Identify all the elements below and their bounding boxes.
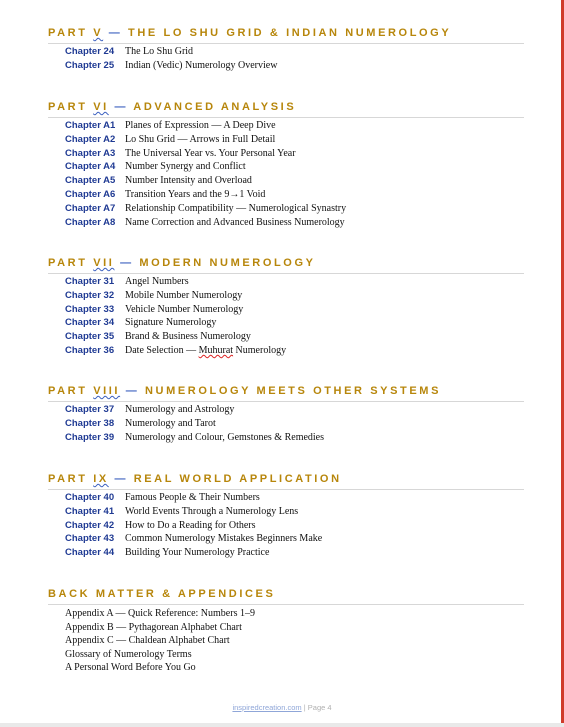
toc-entry[interactable]: Chapter A8 Name Correction and Advanced Business Numerology: [65, 216, 345, 228]
back-matter: [48, 587, 524, 675]
page-number: Page 4: [307, 703, 332, 712]
part-heading: PART VIII — NUMEROLOGY MEETS OTHER SYSTEMS: [48, 385, 442, 397]
toc-part: [48, 26, 524, 73]
divider: [48, 117, 524, 118]
divider: [48, 604, 524, 605]
toc-entry[interactable]: Chapter A7 Relationship Compatibility — Numerological Synastry: [65, 202, 347, 214]
toc-entry[interactable]: Chapter 40 Famous People & Their Numbers: [65, 492, 260, 503]
page-border-bottom: [0, 723, 564, 727]
part-heading: PART VII — MODERN NUMEROLOGY: [48, 257, 316, 269]
divider: [48, 43, 524, 44]
toc-entry[interactable]: Chapter A3 The Universal Year vs. Your Personal Year: [65, 147, 296, 159]
footer-link[interactable]: inspiredcreation.com: [232, 703, 302, 712]
toc-entry[interactable]: Chapter A1 Planes of Expression — A Deep Dive: [65, 120, 276, 131]
toc-entry[interactable]: Chapter 44 Building Your Numerology Practice: [65, 547, 270, 559]
toc-entry[interactable]: Chapter 43 Common Numerology Mistakes Beginners Make: [65, 533, 323, 545]
toc-entry[interactable]: Chapter 37 Numerology and Astrology: [65, 404, 235, 415]
appendix-item[interactable]: Appendix B — Pythagorean Alphabet Chart: [65, 621, 242, 633]
spellcheck-word: Muhurat: [198, 344, 234, 356]
toc-part: [48, 472, 524, 560]
toc-entry[interactable]: Chapter 41 World Events Through a Numerology Lens: [65, 505, 299, 517]
divider: [48, 489, 524, 490]
toc-entry[interactable]: Chapter 32 Mobile Number Numerology: [65, 289, 243, 301]
toc-entry[interactable]: Chapter A5 Number Intensity and Overload: [65, 175, 252, 187]
toc-part: [48, 100, 524, 229]
part-heading: PART VI — ADVANCED ANALYSIS: [48, 101, 297, 113]
divider: [48, 401, 524, 402]
divider: [48, 273, 524, 274]
appendix-item[interactable]: A Personal Word Before You Go: [65, 662, 196, 673]
toc-entry[interactable]: Chapter 33 Vehicle Number Numerology: [65, 303, 244, 315]
footer-separator: |: [303, 703, 306, 712]
toc-entry[interactable]: Chapter 34 Signature Numerology: [65, 317, 217, 329]
toc-part: [48, 256, 524, 358]
toc-entry[interactable]: Chapter A2 Lo Shu Grid — Arrows in Full Detail: [65, 133, 276, 145]
toc-entry[interactable]: Chapter 25 Indian (Vedic) Numerology Overview: [65, 59, 278, 71]
toc-entry[interactable]: Chapter A4 Number Synergy and Conflict: [65, 161, 246, 173]
toc-part: [48, 384, 524, 444]
part-heading: PART IX — REAL WORLD APPLICATION: [48, 473, 342, 485]
toc-entry[interactable]: Chapter 36 Date Selection — Muhurat Numerology: [65, 344, 287, 356]
appendix-item[interactable]: Appendix A — Quick Reference: Numbers 1–9: [65, 608, 255, 619]
toc-entry[interactable]: Chapter 42 How to Do a Reading for Others: [65, 519, 256, 531]
part-heading: PART V — THE LO SHU GRID & INDIAN NUMEROLOGY: [48, 27, 452, 39]
toc-entry[interactable]: Chapter 38 Numerology and Tarot: [65, 417, 216, 429]
toc-entry[interactable]: Chapter 24 The Lo Shu Grid: [65, 46, 194, 57]
toc-entry[interactable]: Chapter 39 Numerology and Colour, Gemstones & Remedies: [65, 431, 325, 443]
page-footer: [0, 703, 564, 712]
toc-entry[interactable]: Chapter 35 Brand & Business Numerology: [65, 331, 251, 343]
appendix-item[interactable]: Appendix C — Chaldean Alphabet Chart: [65, 635, 230, 646]
appendix-item[interactable]: Glossary of Numerology Terms: [65, 648, 192, 660]
toc-entry[interactable]: Chapter 31 Angel Numbers: [65, 276, 189, 287]
back-matter-heading: BACK MATTER & APPENDICES: [48, 588, 276, 600]
toc-entry[interactable]: Chapter A6 Transition Years and the 9→1 Void: [65, 188, 266, 200]
